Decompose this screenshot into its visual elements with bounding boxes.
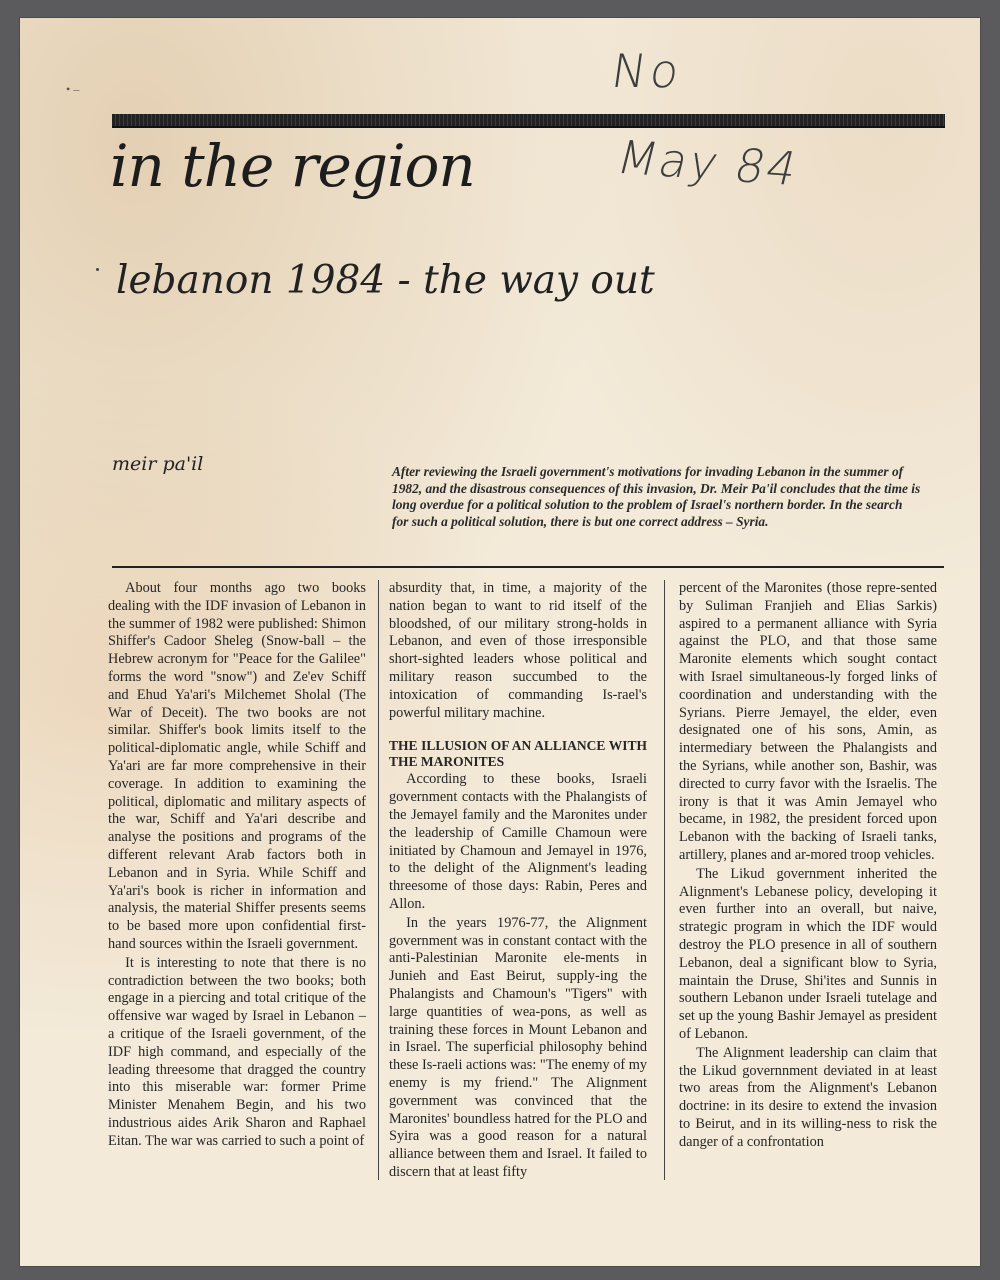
paragraph: The Alignment leadership can claim that the Likud governnment deviated in at least two areas from the Alignment's Lebanon doctrine: in its desire to extend the invasion to Beirut, and in its willing-ness to risk the danger of a confrontation — [679, 1044, 937, 1150]
article-column-1 — [108, 580, 366, 1151]
handwritten-date: May 84 — [611, 130, 805, 196]
paragraph: In the years 1976-77, the Alignment government was in constant contact with the anti-Palestinian Maronite ele-ments in Junieh and East Beirut, supply-ing the Phalangists and Chamoun's "Tigers" with large quantities of wea-pons, as well as training these forces in Mount Lebanon and in Israel. The superficial philosophy behind these Is-raeli actions was: "The enemy of my enemy is my friend." The Alignment government was convinced that the Maronites' boundless hatred for the PLO and Syira was a good reason for a natural alliance between them and Israel. It failed to discern that at least fifty — [389, 914, 647, 1180]
column-divider — [378, 580, 379, 1180]
margin-mark: • – — [66, 82, 80, 96]
article-column-3 — [679, 580, 937, 1152]
article-headline: lebanon 1984 - the way out — [116, 258, 655, 303]
paragraph: The Likud government inherited the Alignment's Lebanese policy, developing it even further into an overall, but naive, strategic program in which the IDF would destroy the PLO presence in all of southern Lebanon, deal a significant blow to Syria, maintain the Druse, Shi'ites and Sunnis in southern Lebanon under Israeli tutelage and set up the young Bashir Jemayel as president of Lebanon. — [679, 865, 937, 1042]
paragraph: absurdity that, in time, a majority of the nation began to want to rid itself of the bloodshed, of our military strong-holds in Lebanon, and even of those irresponsible short-sighted leaders whose political and military reason succumbed to the intoxication of commanding Is-rael's powerful military machine. — [389, 580, 647, 721]
article-column-2 — [389, 580, 647, 1182]
paragraph: About four months ago two books dealing with the IDF invasion of Lebanon in the summer of 1982 were published: Shimon Shiffer's Cadoor Sheleg (Snow-ball – the Hebrew acronym for "Peace for the Galilee" forms the word "snow") and Ze'ev Schiff and Ehud Ya'ari's Milchemet Sholal (The War of Deceit). The two books are not similar. Shiffer's book limits itself to the political-diplomatic angle, while Schiff and Ya'ari are far more comprehensive in their coverage. In addition to examining the political, diplomatic and military aspects of the war, Schiff and Ya'ari describe and analyse the positions and programs of the different relevant Arab factors both in Lebanon and in Syria. While Schiff and Ya'ari's book is richer in information and analysis, the material Shiffer presents seems to be based more upon confidential first-hand sources within the Israeli government. — [108, 580, 366, 952]
abstract-rule — [112, 566, 944, 568]
paragraph: It is interesting to note that there is no contradiction between the two books; both engage in a piercing and total critique of the offensive war waged by Israel in Lebanon – a critique of the Israeli government, of the IDF high command, and especially of the leading threesome that dragged the country into this miserable war: former Prime Minister Menahem Begin, and his two industrious aides Arik Sharon and Raphael Eitan. The war was carried to such a point of — [108, 954, 366, 1149]
column-divider — [664, 580, 665, 1180]
paragraph: According to these books, Israeli government contacts with the Phalangists of the Jemayel family and the Maronites under the leadership of Camille Chamoun were initiated by Chamoun and Jemayel in 1976, to the delight of the Alignment's leading threesome of those days: Rabin, Peres and Allon. — [389, 771, 647, 912]
section-title: in the region — [110, 132, 475, 200]
paragraph: percent of the Maronites (those repre-sented by Suliman Franjieh and Elias Sarkis) aspired to a permanent alliance with Syria against the PLO, and that those same Maronite elements which sought contact with Israel simultaneous-ly forged links of coordination and understanding with the Syrians. Pierre Jemayel, the elder, even designated one of his sons, Amin, as intermediary between the Phalangists and the Syrians, while another son, Bashir, was directed to curry favor with the Israelis. The irony is that it was Amin Jemayel who became, in 1982, the president forced upon Lebanon with the backing of Israeli tanks, artillery, planes and ar-mored troop vehicles. — [679, 580, 937, 863]
handwritten-note: No — [608, 44, 687, 98]
article-abstract: After reviewing the Israeli government's motivations for invading Lebanon in the summer of 1982, and the disastrous consequences of this invasion, Dr. Meir Pa'il concludes that the time is long overdue for a political solution to the problem of Israel's northern border. In the search for such a political solution, there is but one correct address – Syria. — [392, 464, 921, 529]
author-byline: meir pa'il — [112, 453, 204, 475]
section-subheading: THE ILLUSION OF AN ALLIANCE WITH THE MARONITES — [389, 738, 647, 770]
header-rule — [112, 114, 945, 128]
margin-dot — [96, 268, 99, 271]
